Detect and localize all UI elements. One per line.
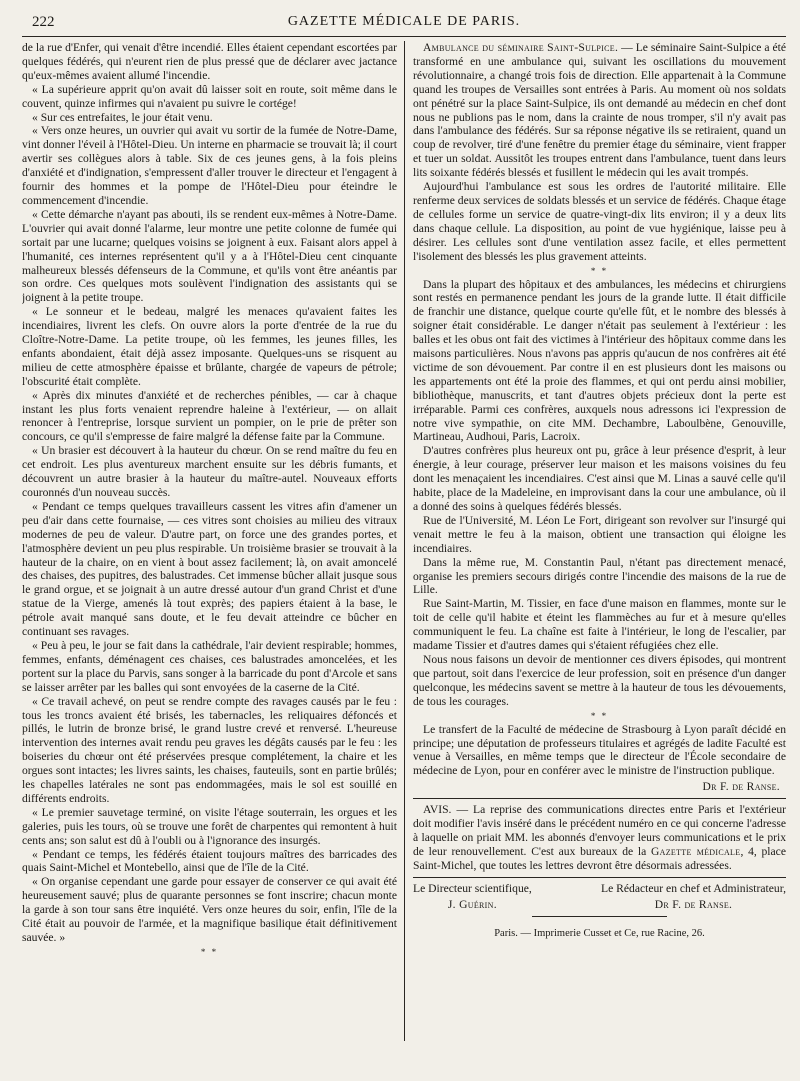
editor-role: Le Rédacteur en chef et Administrateur, [601,881,786,895]
rule-divider [413,877,786,878]
ambulance-paragraph [413,41,786,180]
rule-divider [413,798,786,799]
page-number: 222 [32,14,55,30]
left-paragraph: « Un brasier est découvert à la hauteur du chœur. On se rend maître du feu en cet endroit. Les plus aventureux marchent ensuite sur les débris fumants, et découvrent un autre brasier à la hauteur du maître-autel. Nouveaux efforts couronnés d'un nouveau succès. [22,444,397,499]
left-paragraph: « Ce travail achevé, on peut se rendre compte des ravages causés par le feu : tous les troncs avaient été brisés, les tabernacles, les reliquaires défoncés et pillés, le lutrin de bronze brisé, le grand lustre crevé et renversé. L'heureuse intervention des internes avait rendu peu graves les dégâts causés par le feu : les boiseries du chœur ont été préservées presque complétement, la chaire et les orgues sont intactes; les livres saints, les chaises, fauteuils, sont en partie brûlés; les chapelles latérales ne sont pas endommagées, mais le sol est souillé en différents endroits. [22,694,397,805]
left-column [22,41,404,1041]
rule-divider-short [532,916,666,917]
editor-name: Dr F. de Ranse. [654,897,733,911]
hospital-paragraph: Dans la même rue, M. Constantin Paul, n'étant pas directement menacé, organise les premiers secours dirigés contre l'incendie des maisons de la rue de Lille. [413,555,786,597]
director-role: Le Directeur scientifique, [413,881,532,895]
left-paragraph: de la rue d'Enfer, qui venait d'être incendié. Elles étaient cependant escortées par quelques fédérés, qui n'eurent rien de plus pressé que de déclarer avec jactance qu'eux-mêmes avaient allumé l'incendie. [22,41,397,82]
notice-text: — La reprise des communications directes entre Paris et l'extérieur doit modifier l'avis inséré dans le précédent numéro en ce qui concerne l'adresse à laquelle on priait MM. les abonnés d'envoyer leurs communications et le prix de leur renouvellement. C'est aux bureaux de la [413,803,786,858]
left-paragraph: « Vers onze heures, un ouvrier qui avait vu sortir de la fumée de Notre-Dame, vint donner l'éveil à l'Hôtel-Dieu. Un interne en pharmacie se trouvait là; il court avertir ses collègues alors à table. Six de ces jeunes gens, à la fois pleins d'anxiété et d'indignation, s'empressent d'aller trouver le directeur et l'engagent à fournir des hommes et la pompe de l'Hôtel-Dieu pour éteindre le commencement d'incendie. [22,124,397,207]
ambulance-heading: Ambulance du séminaire Saint-Sulpice. [423,41,619,54]
faculty-paragraph: Le transfert de la Faculté de médecine de Strasbourg à Lyon paraît décidé en principe; une députation de professeurs titulaires et agrégés de ladite Faculté est venue à Versailles, en même temps que le directeur de l'École secondaire de médecine de Lyon, pour en conférer avec le ministre de l'instruction publique. [413,722,786,778]
director-credit [413,882,532,912]
hospital-paragraph: Rue Saint-Martin, M. Tissier, en face d'une maison en flammes, monte sur le toit de celle qu'il habite et éteint les flammèches au fur et à mesure qu'elles communiquent le feu. La chaîne est faite à l'intérieur, le long de l'escalier, par madame Tissier et d'autres dames qui s'étaient réfugiées chez elle. [413,597,786,653]
left-paragraph: « Pendant ce temps, les fédérés étaient toujours maîtres des barricades des quais Saint-Michel et Montebello, ainsi que de l'île de la Cité. [22,847,397,875]
section-separator: * * [590,265,609,276]
ambulance-text: — Le séminaire Saint-Sulpice a été transformé en une ambulance qui, suivant les oscillations du mouvement révolutionnaire, a changé trois fois de direction. Elle appartenait à la Commune quand les troupes de Versailles sont entrées à Paris. Au moment où nos soldats ont pénétré sur la place Saint-Sulpice, ils ont demandé au médecin en chef dont nous ne publions pas le nom, dans la crainte de nous tromper, s'il n'y avait pas dans l'ambulance des fédérés. Sur sa réponse négative ils se retiraient, quand un coup de revolver, tiré d'une fenêtre du premier étage du séminaire, vient frapper et tuer un soldat. Aussitôt les troupes entrent dans l'ambulance, tuent dans leurs lits soixante fédérés blessés et fusillent le médecin qui les avait trompés. [413,41,786,180]
ambulance-paragraph: Aujourd'hui l'ambulance est sous les ordres de l'autorité militaire. Elle renferme deux services de soldats blessés et un service de fédérés. Chaque étage de cellules forme un service de quatre-vingt-dix lits environ; il y a deux lits dans chaque cellule. La disposition, au point de vue hygiénique, laisse peu à désirer. Les cellules sont d'une ventilation assez facile, et elles permettent l'isolement des blessés les plus gravement atteints. [413,180,786,263]
page-header [22,10,786,37]
right-column [405,41,786,1041]
left-paragraph: « Peu à peu, le jour se fait dans la cathédrale, l'air devient respirable; hommes, femmes, enfants, déménagent ces chaises, ces balustrades amoncelées, et les portent sur la place du Parvis, sans songer à la barricade du pont d'Arcole et sans se laisser arrêter par les balles qui sont envoyées de la caserne de la Cité. [22,638,397,694]
notice-block [413,803,786,873]
section-separator: * * [200,946,219,957]
left-paragraph: « Sur ces entrefaites, le jour était venu. [32,110,213,124]
notice-paragraph [413,803,786,873]
hospital-paragraph: Nous nous faisons un devoir de mentionner ces divers épisodes, qui montrent que partout, soit dans l'exercice de leur profession, soit en présence d'un danger quelconque, les médecins savent se mettre à la hauteur de tous les dévouements, de tous les courages. [413,652,786,708]
left-paragraph: « Après dix minutes d'anxiété et de recherches pénibles, — car à chaque instant les plus forts venaient reprendre haleine à l'extérieur, — on allait renoncer à l'entreprise, lorsque survient un pompier, on le prie de prêter son concours, ce qu'il s'empresse de faire malgré la défense faite par la Commune. [22,388,397,444]
director-name: J. Guérin. [447,897,497,911]
editor-credit [601,882,786,912]
left-paragraph: « Le sonneur et le bedeau, malgré les menaces qu'avaient faites les incendiaires, livrent les clefs. On ouvre alors la porte d'entrée de la rue du Cloître-Notre-Dame. La petite troupe, où les femmes, les jeunes filles, les enfants abondaient, était déjà assez imposante. Quelques-uns se risquent au milieu de cette atmosphère épaisse et brûlante, chargée de vapeurs de pétrole; l'obscurité était complète. [22,305,397,388]
credits [413,882,786,912]
left-paragraph: « Pendant ce temps quelques travailleurs cassent les vitres afin d'amener un peu d'air dans cette fournaise, — ces vitres sont choisies au milieu des vitraux modernes de peu de valeur. D'autre part, on force une des grandes portes, et l'atmosphère devient un peu plus respirable. Un troisième brasier se trouvait à la hauteur de la chaire, on en vient à bout assez facilement; là, on avait amoncelé des chaises, des pupitres, des balustrades. Cet immense bûcher allait jusque sous le grand orgue, et se joignait à un autre dressé autour d'un grand Christ et d'une statue de la Vierge, amenés là tout exprès; des papiers étaient à la base, le pétrole avait manqué sans doute, et le feu devait atteindre ce bûcher en continuant ses ravages. [22,499,397,639]
hospital-paragraph: Dans la plupart des hôpitaux et des ambulances, les médecins et chirurgiens sont restés en permanence pendant les jours de la grande lutte. Il était difficile de franchir une distance, quelque courte qu'elle fût, et le nombre des blessés à soigner était considérable. Le danger n'était pas seulement à l'extérieur : les balles et les obus ont fait des victimes à l'intérieur des hôpitaux comme dans les maisons particulières. Nous n'avons pas appris qu'aucun de nos confrères ait été victime de son dévouement. Par contre il en est plusieurs dont les maisons ou les appartements ont été la proie des flammes, et qui ont perdu ainsi mobilier, bibliothèque, manuscrits, et tant d'autres objets précieux dont la perte est irréparable. Parmi ces confrères, auxquels nous adressons ici l'expression de notre vive sympathie, on cite MM. Dechambre, Laboulbène, Genouville, Martineau, Audhoui, Paris, Lacroix. [413,277,786,444]
hospital-paragraph: Rue de l'Université, M. Léon Le Fort, dirigeant son revolver sur l'insurgé qui venait mettre le feu à la maison, obtient une transaction qui éloigne les incendiaires. [413,513,786,555]
journal-name: Gazette médicale [650,844,741,858]
hospital-paragraph: D'autres confrères plus heureux ont pu, grâce à leur présence d'esprit, à leur énergie, à leur courage, préserver leur maison et les maisons voisines du feu dont les menaçaient les incendiaires. C'est ainsi que M. Linas a sauvé celle qu'il habite, place de la Madeleine, en improvisant dans la cour une ambulance, où il a donné des soins à quelques fédérés blessés. [413,444,786,513]
left-paragraph: « On organise cependant une garde pour essayer de conserver ce qui avait été heureusement sauvé; plus de quarante personnes se font inscrire; chacun monte la garde à son tour sans être inquiété. Vers onze heures du soir, enfin, l'île de la Cité était au pouvoir de l'armée, et la magnifique basilique était définitivement sauvée. » [22,875,397,944]
notice-text-end: , 4, place Saint-Michel, que toutes les lettres devront être désormais adressées. [413,844,786,872]
running-title: GAZETTE MÉDICALE DE PARIS. [287,14,521,29]
left-paragraph: « La supérieure apprit qu'on avait dû laisser soit en route, soit même dans le couvent, quinze infirmes qui n'avaient pu suivre le cortége! [22,82,397,110]
printer-imprint: Paris. — Imprimerie Cusset et Ce, rue Racine, 26. [494,928,705,940]
left-paragraph: « Cette démarche n'ayant pas abouti, ils se rendent eux-mêmes à Notre-Dame. L'ouvrier qui avait donné l'alarme, leur montre une petite colonne de fumée qui sortait par une lucarne; quelques voisins se joignent à eux. Faisant alors appel à l'humanité, ces internes représentent qu'il y a à l'Hôtel-Dieu cent cinquante malheureux blessés défenseurs de la Commune, et qu'ils vont être anéantis par son ordre. Ces quelques mots soulèvent l'indignation des assistants qui se joignent à la petite troupe. [22,207,397,305]
left-paragraph: « Le premier sauvetage terminé, on visite l'étage souterrain, les orgues et les galeries, puis les tours, où se trouve une forêt de charpentes qui remontent à huit cents ans; son salut est dû à l'oubli ou à l'ignorance des insurgés. [22,805,397,847]
two-column-body [22,41,786,1041]
section-separator: * * [590,710,609,721]
author-signature: Dr F. de Ranse. [702,780,780,794]
notice-label: AVIS. [423,803,452,817]
